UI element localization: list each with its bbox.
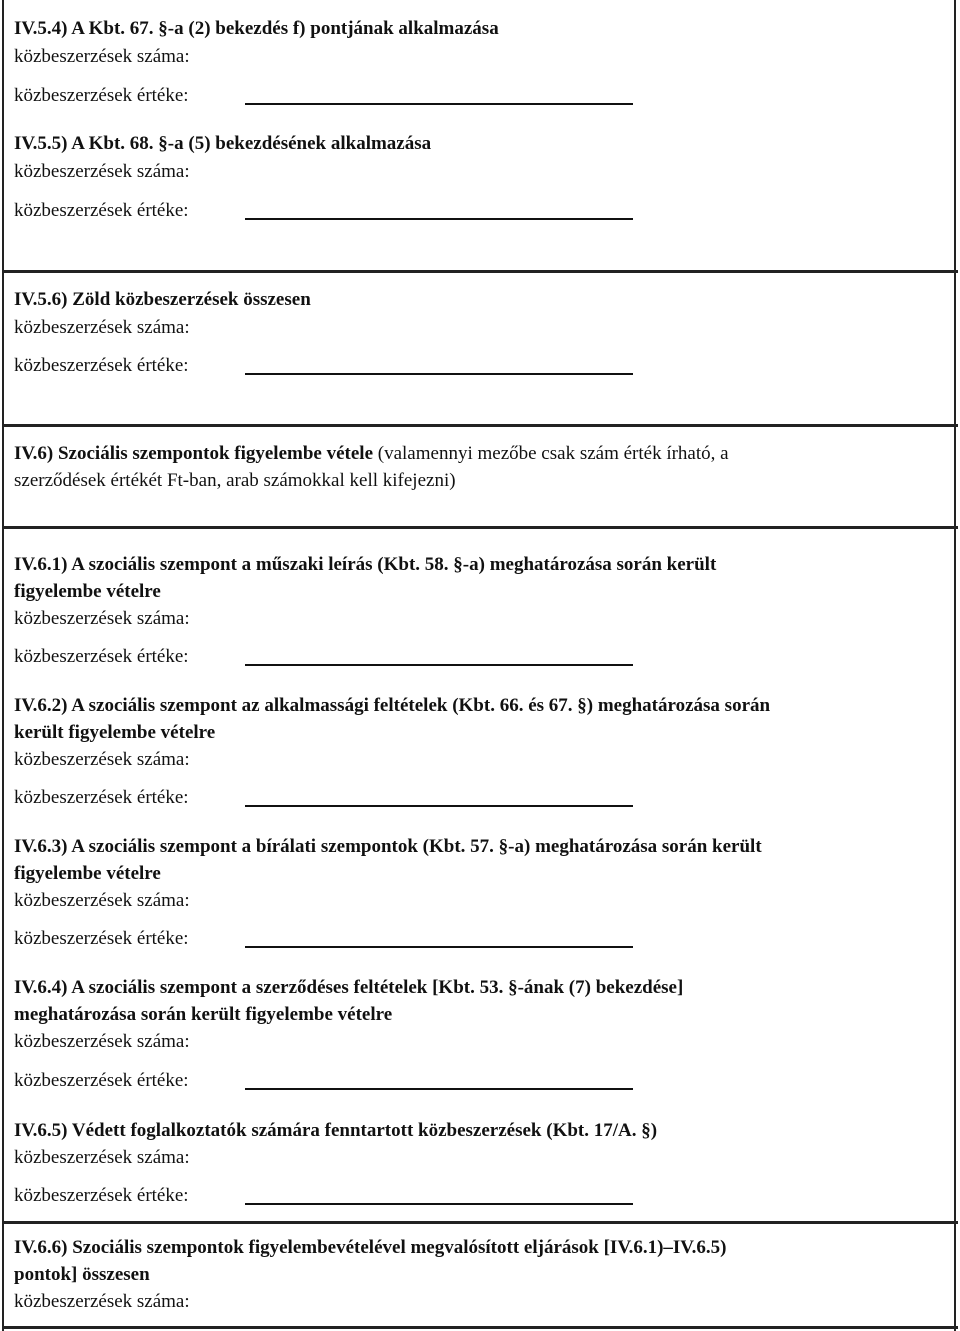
value-input-iv-6-1[interactable] [245, 664, 633, 666]
section-title-iv-5-6: IV.5.6) Zöld közbeszerzések összesen [14, 289, 311, 310]
value-input-iv-5-6[interactable] [245, 373, 633, 375]
value-input-iv-6-5[interactable] [245, 1203, 633, 1205]
count-label: közbeszerzések száma: [14, 890, 190, 911]
section-title-iv-6-1-cont: figyelembe vételre [14, 581, 161, 602]
section-title-iv-6-4-cont: meghatározása során került figyelembe vételre [14, 1004, 393, 1025]
value-label: közbeszerzések értéke: [14, 928, 189, 949]
section-title-iv-6-6-cont: pontok] összesen [14, 1264, 150, 1285]
value-input-iv-6-4[interactable] [245, 1088, 633, 1090]
section-title-iv-6-3-cont: figyelembe vételre [14, 863, 161, 884]
section-note-line2: szerződések értékét Ft-ban, arab számokkal kell kifejezni) [14, 470, 456, 491]
value-label: közbeszerzések értéke: [14, 85, 189, 106]
value-label: közbeszerzések értéke: [14, 646, 189, 667]
section-title-iv-5-5: IV.5.5) A Kbt. 68. §-a (5) bekezdésének alkalmazása [14, 133, 432, 154]
value-label: közbeszerzések értéke: [14, 200, 189, 221]
count-label: közbeszerzések száma: [14, 1147, 190, 1168]
section-title-iv-6-1: IV.6.1) A szociális szempont a műszaki leírás (Kbt. 58. §-a) meghatározása során került [14, 554, 717, 575]
value-input-iv-6-3[interactable] [245, 946, 633, 948]
section-divider [2, 1326, 958, 1329]
section-title-iv-6-4: IV.6.4) A szociális szempont a szerződéses feltételek [Kbt. 53. §-ának (7) bekezdése] [14, 977, 684, 998]
section-title-iv-6-5: IV.6.5) Védett foglalkoztatók számára fenntartott közbeszerzések (Kbt. 17/A. §) [14, 1120, 658, 1141]
count-label: közbeszerzések száma: [14, 608, 190, 629]
value-label: közbeszerzések értéke: [14, 787, 189, 808]
value-input-iv-6-2[interactable] [245, 805, 633, 807]
value-label: közbeszerzések értéke: [14, 1070, 189, 1091]
section-title-iv-6-2: IV.6.2) A szociális szempont az alkalmassági feltételek (Kbt. 66. és 67. §) meghatározása során [14, 695, 771, 716]
section-title-iv-6-3: IV.6.3) A szociális szempont a bírálati szempontok (Kbt. 57. §-a) meghatározása során került [14, 836, 762, 857]
value-label: közbeszerzések értéke: [14, 1185, 189, 1206]
value-input-iv-5-4[interactable] [245, 103, 633, 105]
section-note: (valamennyi mezőbe csak szám érték írható, a [377, 443, 729, 464]
section-title-iv-5-4: IV.5.4) A Kbt. 67. §-a (2) bekezdés f) pontjának alkalmazása [14, 18, 499, 39]
section-title-iv-6-6: IV.6.6) Szociális szempontok figyelembevételével megvalósított eljárások [IV.6.1)–IV.6.5) [14, 1237, 727, 1258]
section-title-iv-6-line1 [14, 443, 729, 465]
count-label: közbeszerzések száma: [14, 46, 190, 67]
section-title-iv-6-2-cont: került figyelembe vételre [14, 722, 216, 743]
count-label: közbeszerzések száma: [14, 1031, 190, 1052]
count-label: közbeszerzések száma: [14, 1291, 190, 1312]
section-title-iv-6: IV.6) Szociális szempontok figyelembe vétele [14, 443, 374, 464]
count-label: közbeszerzések száma: [14, 161, 190, 182]
count-label: közbeszerzések száma: [14, 317, 190, 338]
count-label: közbeszerzések száma: [14, 749, 190, 770]
value-input-iv-5-5[interactable] [245, 218, 633, 220]
value-label: közbeszerzések értéke: [14, 355, 189, 376]
